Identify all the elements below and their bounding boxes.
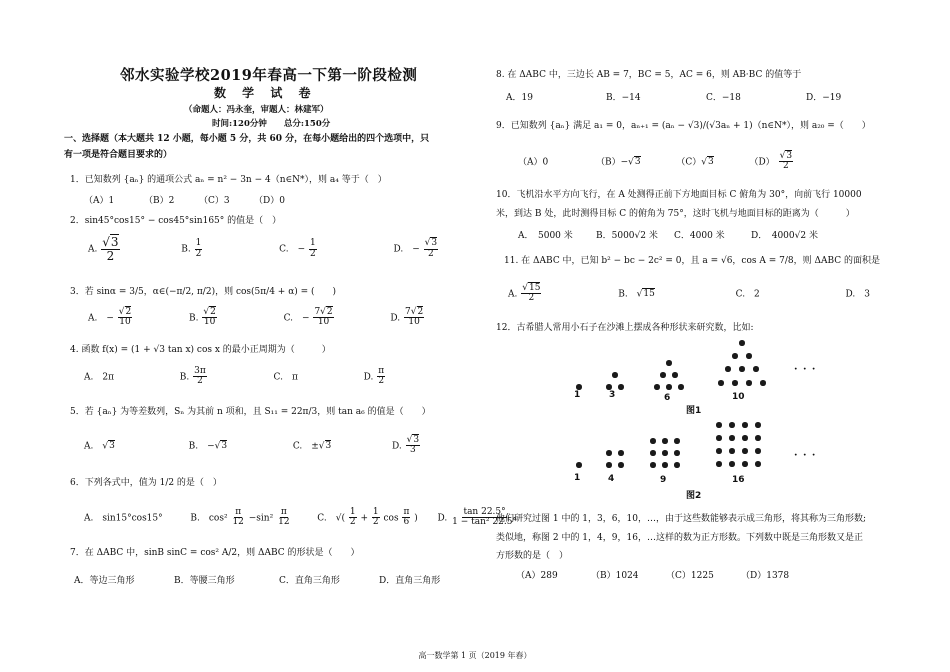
fig2-label: 图2	[686, 491, 702, 501]
q7-option-d: D．直角三角形	[379, 576, 441, 586]
q1-option-d: （D）0	[254, 196, 285, 206]
q1-option-a: （A）1	[84, 196, 115, 206]
question-1: 1．已知数列 {aₙ} 的通项公式 aₙ = n² − 3n − 4（n∈N*），则 a₄ 等于（ ）	[70, 175, 387, 185]
q5-options: A. √3 B. −√3 C. ±√3 D. $\frac{√3}{3}$	[84, 435, 420, 456]
sq-number-4: 4	[608, 474, 615, 484]
q12-option-b: （B）1024	[591, 571, 639, 581]
tri-number-6: 6	[664, 393, 671, 403]
q8-option-c: C．−18	[706, 93, 741, 103]
page-footer: 高一数学第 1 页（2019 年春）	[418, 651, 532, 660]
question-3: 3．若 sinα = 3/5，α∈(−π/2, π/2)，则 cos(5π/4 + α) = ( )	[70, 287, 337, 297]
right-column	[496, 0, 896, 672]
question-2: 2．sin45°cos15° − cos45°sin165° 的值是（ ）	[70, 216, 282, 226]
authors-line: （命题人：冯永奎，审题人：林建军）	[184, 105, 329, 115]
tri-number-1: 1	[574, 390, 581, 400]
question-9: 9．已知数列 {aₙ} 满足 a₁ = 0，aₙ₊₁ = (aₙ − √3)/(√3aₙ + 1)（n∈N*），则 a₂₀ =（ ）	[496, 121, 871, 131]
question-4: 4. 函数 f(x) = (1 + √3 tan x) cos x 的最小正周期为（ ）	[70, 345, 331, 355]
tri-number-10: 10	[732, 392, 745, 402]
q7-option-a: A．等边三角形	[74, 576, 135, 586]
q7-option-b: B．等腰三角形	[174, 576, 235, 586]
q7-option-c: C．直角三角形	[279, 576, 340, 586]
q8-option-a: A．19	[506, 93, 533, 103]
sq-number-1: 1	[574, 473, 581, 483]
q4-options: A. 2π B. $\frac{3\pi}{2}$ C. π D. $\frac{\pi}{2}$	[84, 366, 385, 387]
q10-option-a: A． 5000 米	[518, 231, 573, 241]
q11-options: A. $\frac{√15}{2}$ B. √15 C. 2 D. 3	[508, 283, 871, 304]
q12-option-a: （A）289	[516, 571, 558, 581]
q9-options: （A）0 （B）−√3 （C）√3 （D） $\frac{√3}{2}$	[518, 151, 793, 172]
question-12: 12．古希腊人常用小石子在沙滩上摆成各种形状来研究数，比如:	[496, 323, 754, 333]
fig1-ellipsis: · · ·	[794, 364, 817, 375]
q10-option-d: D． 4000√2 米	[751, 231, 818, 241]
question-10: 10．飞机沿水平方向飞行，在 A 处测得正前下方地面目标 C 俯角为 30°，向前飞行 10000	[496, 190, 862, 200]
q8-option-b: B．−14	[606, 93, 641, 103]
q12-paragraph-3: 方形数的是（ ）	[496, 551, 569, 561]
q12-option-c: （C）1225	[666, 571, 714, 581]
page-subtitle: 数 学 试 卷	[214, 86, 317, 100]
q12-paragraph-1: 他们研究过图 1 中的 1，3，6，10，…，由于这些数能够表示成三角形，将其称为三角形数;	[496, 514, 866, 524]
q12-paragraph-2: 类似地，称图 2 中的 1，4，9，16，…这样的数为正方形数。下列数中既是三角形数又是正	[496, 533, 863, 543]
fig2-ellipsis: · · ·	[794, 450, 817, 461]
question-7: 7．在 ΔABC 中，sinB sinC = cos² A/2，则 ΔABC 的形状是（ ）	[70, 548, 360, 558]
question-5: 5．若 {aₙ} 为等差数列，Sₙ 为其前 n 项和，且 S₁₁ = 22π/3，则 tan a₆ 的值是（ ）	[70, 407, 431, 417]
question-6: 6．下列各式中，值为 1/2 的是（ ）	[70, 478, 222, 488]
section-heading: 一、选择题（本大题共 12 小题，每小题 5 分，共 60 分，在每小题给出的四个选项中，只	[64, 134, 430, 144]
q1-option-b: （B）2	[144, 196, 175, 206]
q2-options: A. $\frac{√3}{2}$ B. $\frac{1}{2}$ C. − $\frac{1}{2}$ D. − $\frac{√3}{2}$	[88, 235, 438, 263]
q1-option-c: （C）3	[199, 196, 230, 206]
q3-options: A. − $\frac{√2}{10}$ B. $\frac{√2}{10}$ C. − $\frac{7√2}{10}$ D. $\frac{7√2}{10}$	[88, 307, 424, 328]
q12-option-d: （D）1378	[741, 571, 790, 581]
fig1-label: 图1	[686, 406, 702, 416]
q6-options: A. sin15°cos15° B. cos² $\frac{\pi}{12}$ −sin² $\frac{\pi}{12}$ C. √( $\frac{1}{2}$ + $\frac{1}{2}$ cos $\frac{\pi}{6}$ ) D. $\frac{\tan 22.5^\circ}{\text{1 − tan² 22.5°}}$	[84, 507, 517, 528]
sq-number-9: 9	[660, 475, 667, 485]
page-title: 邻水实验学校2019年春高一下第一阶段检测	[120, 67, 418, 84]
section-heading-cont: 有一项是符合题目要求的）	[64, 150, 173, 160]
question-10-cont: 米，到达 B 处，此时测得目标 C 的俯角为 75°，这时飞机与地面目标的距离为（ ）	[496, 209, 855, 219]
q10-option-b: B．5000√2 米	[596, 231, 658, 241]
time-score-line: 时间:120分钟 总分:150分	[212, 119, 331, 129]
sq-number-16: 16	[732, 475, 745, 485]
tri-number-3: 3	[609, 390, 616, 400]
q8-option-d: D．−19	[806, 93, 842, 103]
question-11: 11. 在 ΔABC 中，已知 b² − bc − 2c² = 0，且 a = √6，cos A = 7/8，则 ΔABC 的面积是	[504, 256, 881, 266]
q10-option-c: C．4000 米	[674, 231, 725, 241]
figure-stones	[566, 336, 826, 506]
question-8: 8. 在 ΔABC 中，三边长 AB = 7，BC = 5，AC = 6，则 AB·BC 的值等于	[496, 70, 802, 80]
